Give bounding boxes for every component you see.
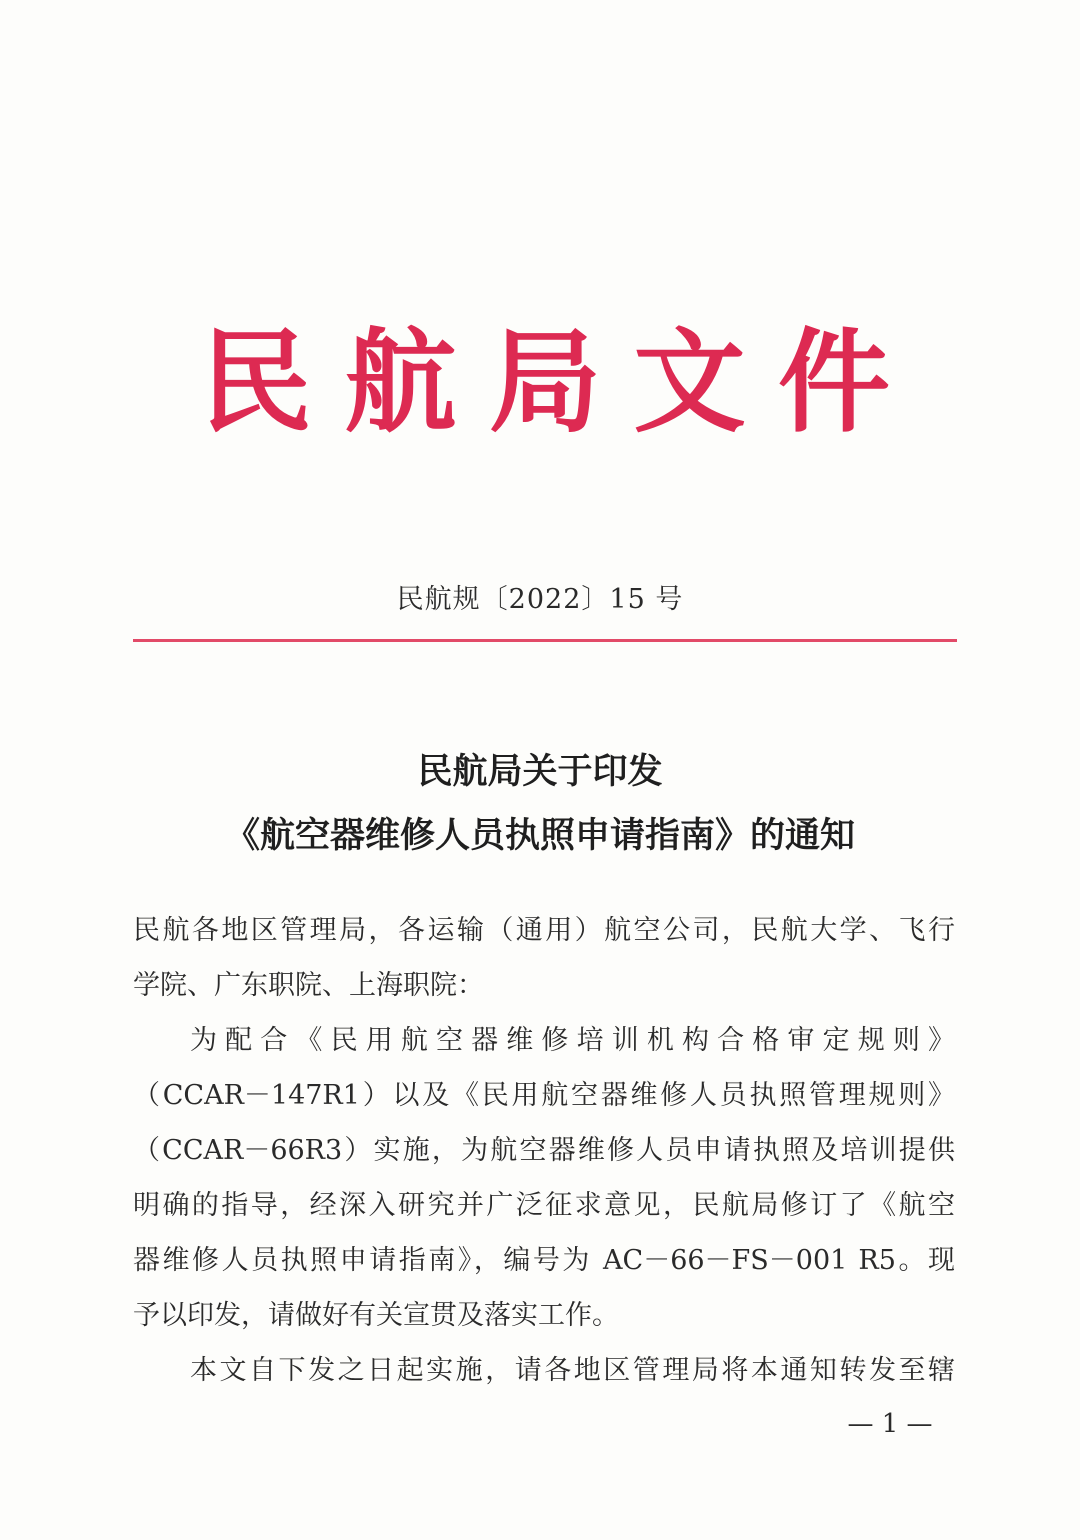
masthead-title [200, 318, 890, 448]
paragraph-line: （CCAR－147R1）以及《民用航空器维修人员执照管理规则》 [133, 1080, 955, 1111]
paragraph-line: （CCAR－66R3）实施，为航空器维修人员申请执照及培训提供 [133, 1135, 955, 1166]
page-number: — 1 — [847, 1409, 933, 1439]
red-divider-line [133, 639, 957, 642]
masthead-char: 航 [344, 318, 457, 448]
masthead-char: 文 [633, 318, 746, 448]
addressee-line: 民航各地区管理局，各运输（通用）航空公司，民航大学、飞行 [133, 915, 955, 946]
masthead-char: 民 [200, 318, 312, 448]
paragraph-line: 器维修人员执照申请指南》，编号为 AC－66－FS－001 R5。现 [133, 1245, 955, 1276]
masthead-char: 局 [489, 318, 601, 448]
addressee-line: 学院、广东职院、上海职院： [133, 970, 484, 1001]
paragraph-line: 予以印发，请做好有关宣贯及落实工作。 [133, 1300, 619, 1331]
masthead-char: 件 [778, 318, 890, 448]
document-number: 民航规〔2022〕15 号 [396, 584, 684, 615]
paragraph-line: 为配合《民用航空器维修培训机构合格审定规则》 [190, 1025, 955, 1056]
notice-title-line-1: 民航局关于印发 [417, 752, 663, 792]
notice-title-line-2: 《航空器维修人员执照申请指南》的通知 [224, 816, 855, 856]
paragraph-line: 本文自下发之日起实施，请各地区管理局将本通知转发至辖 [190, 1355, 955, 1386]
paragraph-line: 明确的指导，经深入研究并广泛征求意见，民航局修订了《航空 [133, 1190, 955, 1221]
